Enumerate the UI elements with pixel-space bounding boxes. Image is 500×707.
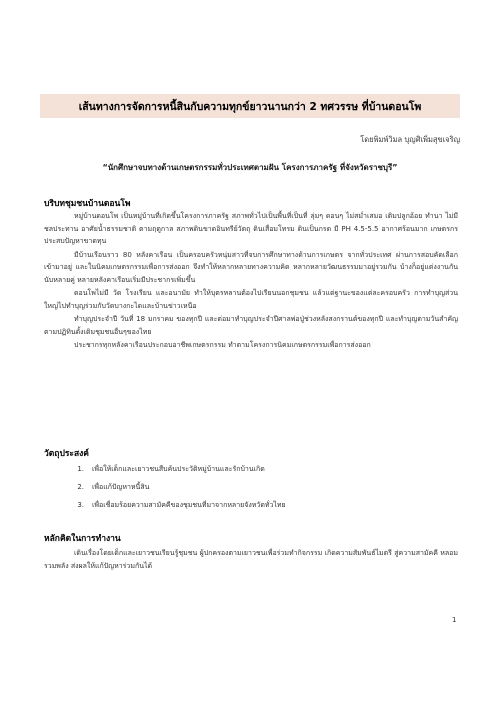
- list-text: เพื่อแก้ปัญหาหนี้สิน: [92, 482, 150, 491]
- section-heading-principles: หลักคิดในการทำงาน: [44, 534, 121, 544]
- document-title: เส้นทางการจัดการหนี้สินกับความทุกข์ยาวนานกว่า 2 ทศวรรษ ที่บ้านดอนโพ: [78, 100, 422, 113]
- section-heading-objectives: วัตถุประสงค์: [44, 449, 89, 459]
- page-number: 1: [452, 616, 457, 624]
- list-number: 2.: [77, 483, 84, 491]
- list-item: [44, 478, 458, 496]
- author-line: โดยพิมพ์วิมล บุญศิเพิ่มสุขเจริญ: [360, 135, 460, 144]
- list-text: เพื่อเชื่อมร้อยความสามัคคีของชุมชนที่มาจากหลายจังหวัดทั่วไทย: [92, 500, 286, 509]
- list-item: [44, 460, 458, 478]
- paragraph: เดินเรื่องโดยเด็กและเยาวชนเรียนรู้ชุมชน ผู้ปกครองตามเยาวชนเพื่อร่วมทำกิจกรรม เกิดความสัมพันธ์ไมตรี สู่ความสามัคคี หลอมรวมพลัง ส่งผลให้แก้ปัญหาร่วมกันได้: [44, 549, 458, 570]
- principles-body: [44, 547, 458, 573]
- paragraph: หมู่บ้านดอนโพ เป็นหมู่บ้านที่เกิดขึ้นโครงการภาครัฐ สภาพทั่วไปเป็นพื้นที่เป็นที่ ลุ่มๆ ดอนๆ ไม่สม่ำเสมอ เติมปลูกอ้อย ทำนา ไม่มีชลประทาน อาศัยน้ำธรรมชาติ ตามฤดูกาล สภาพดินขาดอินทรีย์วัตถุ ดินเสื่อมโทรม ดินเป็นกรด มี PH 4.5-5.5 อากาศร้อนมาก เกษตรกรประสบปัญหาขาดทุน: [44, 212, 458, 245]
- title-banner: [40, 94, 460, 118]
- list-item: [44, 496, 458, 514]
- objectives-list: [44, 460, 458, 514]
- list-text: เพื่อให้เด็กและเยาวชนสืบค้นประวัติหมู่บ้านและรักบ้านเกิด: [92, 464, 265, 473]
- paragraph: ทำบุญประจำปี วันที่ 18 มกราคม ของทุกปี และต่อมาทำบุญประจำปีศาลพ่อปู่ช่วงหลังสงกรานต์ของทุกปี และทำบุญตามวันสำคัญตามปฏิทินดั้งเดิมชุมชนอื่นๆของไทย: [44, 315, 458, 336]
- context-body: [44, 210, 458, 353]
- list-number: 1.: [77, 465, 84, 473]
- paragraph: มีบ้านเรือนราว 80 หลังคาเรือน เป็นครอบครัวหนุ่มสาวที่จบการศึกษาทางด้านการเกษตร จากทั่วประเทศ ผ่านการสอบคัดเลือกเข้ามาอยู่ และในนิคมเกษตรกรรมเพื่อการส่งออก จึงทำให้หลากหลายทางความคิด หลากหลายวัฒนธรรมมาอยู่รวมกัน บ้างก็อยู่แต่งงานกัน นับหลายคู่ หลายหลังคาเรือนเริ่มมีประชากรเพิ่มขึ้น: [44, 250, 458, 284]
- paragraph: ดอนโพไม่มี วัด โรงเรียน และอนามัย ทำให้บุตรหลานต้องไปเรียนนอกชุมชน แล้วแต่ฐานะของแต่ละครอบครัว การทำบุญส่วนใหญ่ไปทำบุญร่วมกับวัดบางกะไดและบ้านข่าวเหนือ: [44, 289, 458, 310]
- paragraph: ประชากรทุกหลังคาเรือนประกอบอาชีพเกษตรกรรม ทำตามโครงการนิคมเกษตรกรรมเพื่อการส่งออก: [74, 341, 371, 349]
- list-number: 3.: [77, 501, 84, 509]
- section-heading-context: บริบทชุมชนบ้านดอนโพ: [44, 199, 131, 209]
- quote-line: “นักศึกษาจบทางด้านเกษตรกรรมทั่วประเทศตามฝัน โครงการภาครัฐ ที่จังหวัดราชบุรี”: [102, 163, 398, 172]
